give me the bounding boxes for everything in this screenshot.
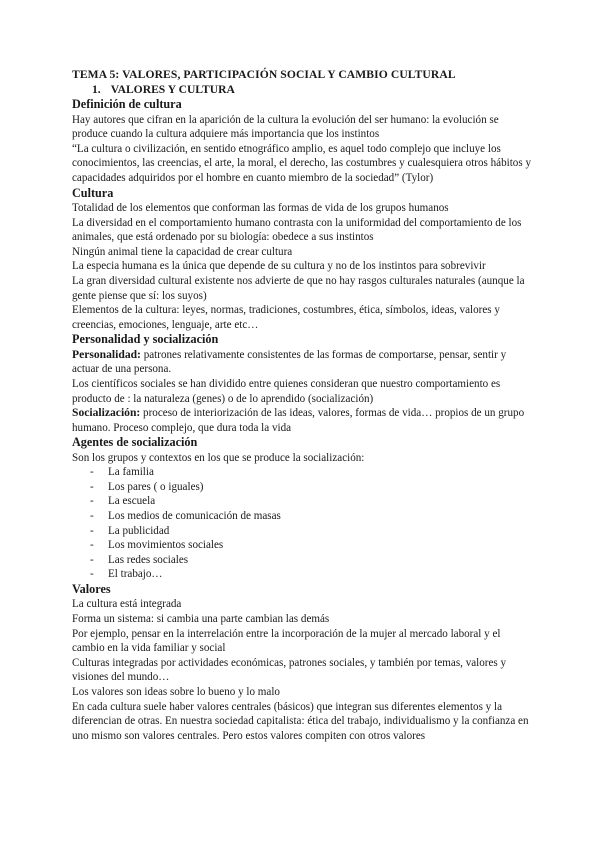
term-personalidad: Personalidad:	[72, 347, 141, 361]
subtitle-number: 1.	[92, 82, 101, 96]
paragraph: La gran diversidad cultural existente nos advierte de que no hay rasgos culturales naturales (aunque la gente piense que sí: los suyos)	[72, 274, 525, 302]
paragraph: La cultura está integrada	[72, 598, 182, 611]
heading-agentes: Agentes de socialización	[72, 435, 198, 450]
paragraph	[72, 406, 534, 435]
list-item: - Las redes sociales	[90, 553, 189, 566]
list-dash: -	[90, 495, 94, 508]
list-item: - Los movimientos sociales	[90, 539, 224, 552]
term-socializacion: Socialización:	[72, 406, 141, 420]
paragraph: En cada cultura suele haber valores centrales (básicos) que integran sus diferentes elementos y la diferencian de otras. En nuestra sociedad capitalista: ética del trabajo, individualismo y la confianza en uno mismo son valores centrales. Pero estos valores compiten con otros valores	[72, 700, 529, 742]
list-dash: -	[90, 524, 94, 537]
paragraph: Culturas integradas por actividades económicas, patrones sociales, y también por temas, valores y visiones del mundo…	[72, 656, 507, 684]
paragraph: La especia humana es la única que depende de su cultura y no de los instintos para sobrevivir	[72, 260, 486, 273]
heading-valores: Valores	[72, 582, 111, 597]
definition-socializacion: proceso de interiorización de las ideas, valores, formas de vida… propios de un grupo humano. Proceso complejo, que dura toda la vida	[72, 407, 525, 434]
list-dash: -	[90, 553, 94, 566]
list-dash: -	[90, 480, 94, 493]
list-dash: -	[90, 510, 94, 523]
heading-cultura: Cultura	[72, 185, 114, 200]
list-dash: -	[90, 466, 94, 479]
subtitle-text: VALORES Y CULTURA	[110, 82, 235, 96]
agents-list	[72, 465, 534, 582]
section-subtitle	[72, 83, 534, 98]
list-dash: -	[90, 539, 94, 552]
heading-definicion: Definición de cultura	[72, 97, 182, 112]
paragraph: Ningún animal tiene la capacidad de crear cultura	[72, 245, 293, 258]
paragraph: Hay autores que cifran en la aparición de la cultura la evolución del ser humano: la evolución se produce cuando la cultura adquiere más importancia que los instintos	[72, 113, 499, 141]
list-item: - Los pares ( o iguales)	[90, 480, 204, 493]
heading-personalidad: Personalidad y socialización	[72, 332, 219, 347]
paragraph: Los valores son ideas sobre lo bueno y lo malo	[72, 686, 280, 698]
tylor-quote: “La cultura o civilización, en sentido etnográfico amplio, es aquel todo complejo que incluye los conocimientos, las creencias, el arte, la moral, el derecho, las costumbres y cualesquiera otros hábitos y capacidades adquiridos por el hombre en cuanto miembro de la sociedad” (Tylor)	[72, 142, 531, 184]
paragraph: Forma un sistema: si cambia una parte cambian las demás	[72, 613, 330, 626]
list-item: - La publicidad	[90, 524, 170, 537]
list-item: - El trabajo…	[90, 568, 163, 581]
paragraph: Elementos de la cultura: leyes, normas, tradiciones, costumbres, ética, símbolos, ideas, valores y creencias, emociones, lenguaje, arte etc…	[72, 304, 500, 331]
document-title: TEMA 5: VALORES, PARTICIPACIÓN SOCIAL Y CAMBIO CULTURAL	[72, 68, 456, 81]
paragraph: Los científicos sociales se han dividido entre quienes consideran que nuestro comportamiento es producto de : la naturaleza (genes) o de lo aprendido (socialización)	[72, 377, 501, 405]
document-page	[72, 68, 534, 743]
list-item: - La familia	[90, 466, 154, 479]
definition-personalidad: patrones relativamente consistentes de las formas de comportarse, pensar, sentir y actuar de una persona.	[72, 348, 507, 376]
paragraph: La diversidad en el comportamiento humano contrasta con la uniformidad del comportamiento de los animales, que está ordenado por su biología: obedece a sus instintos	[72, 216, 522, 244]
paragraph	[72, 348, 534, 377]
paragraph: Totalidad de los elementos que conforman las formas de vida de los grupos humanos	[72, 201, 449, 214]
paragraph: Son los grupos y contextos en los que se produce la socialización:	[72, 451, 365, 464]
paragraph: Por ejemplo, pensar en la interrelación entre la incorporación de la mujer al mercado laboral y el cambio en la vida familiar y social	[72, 627, 501, 655]
list-item: - Los medios de comunicación de masas	[90, 510, 281, 523]
list-item: - La escuela	[90, 495, 156, 508]
list-dash: -	[90, 568, 94, 581]
